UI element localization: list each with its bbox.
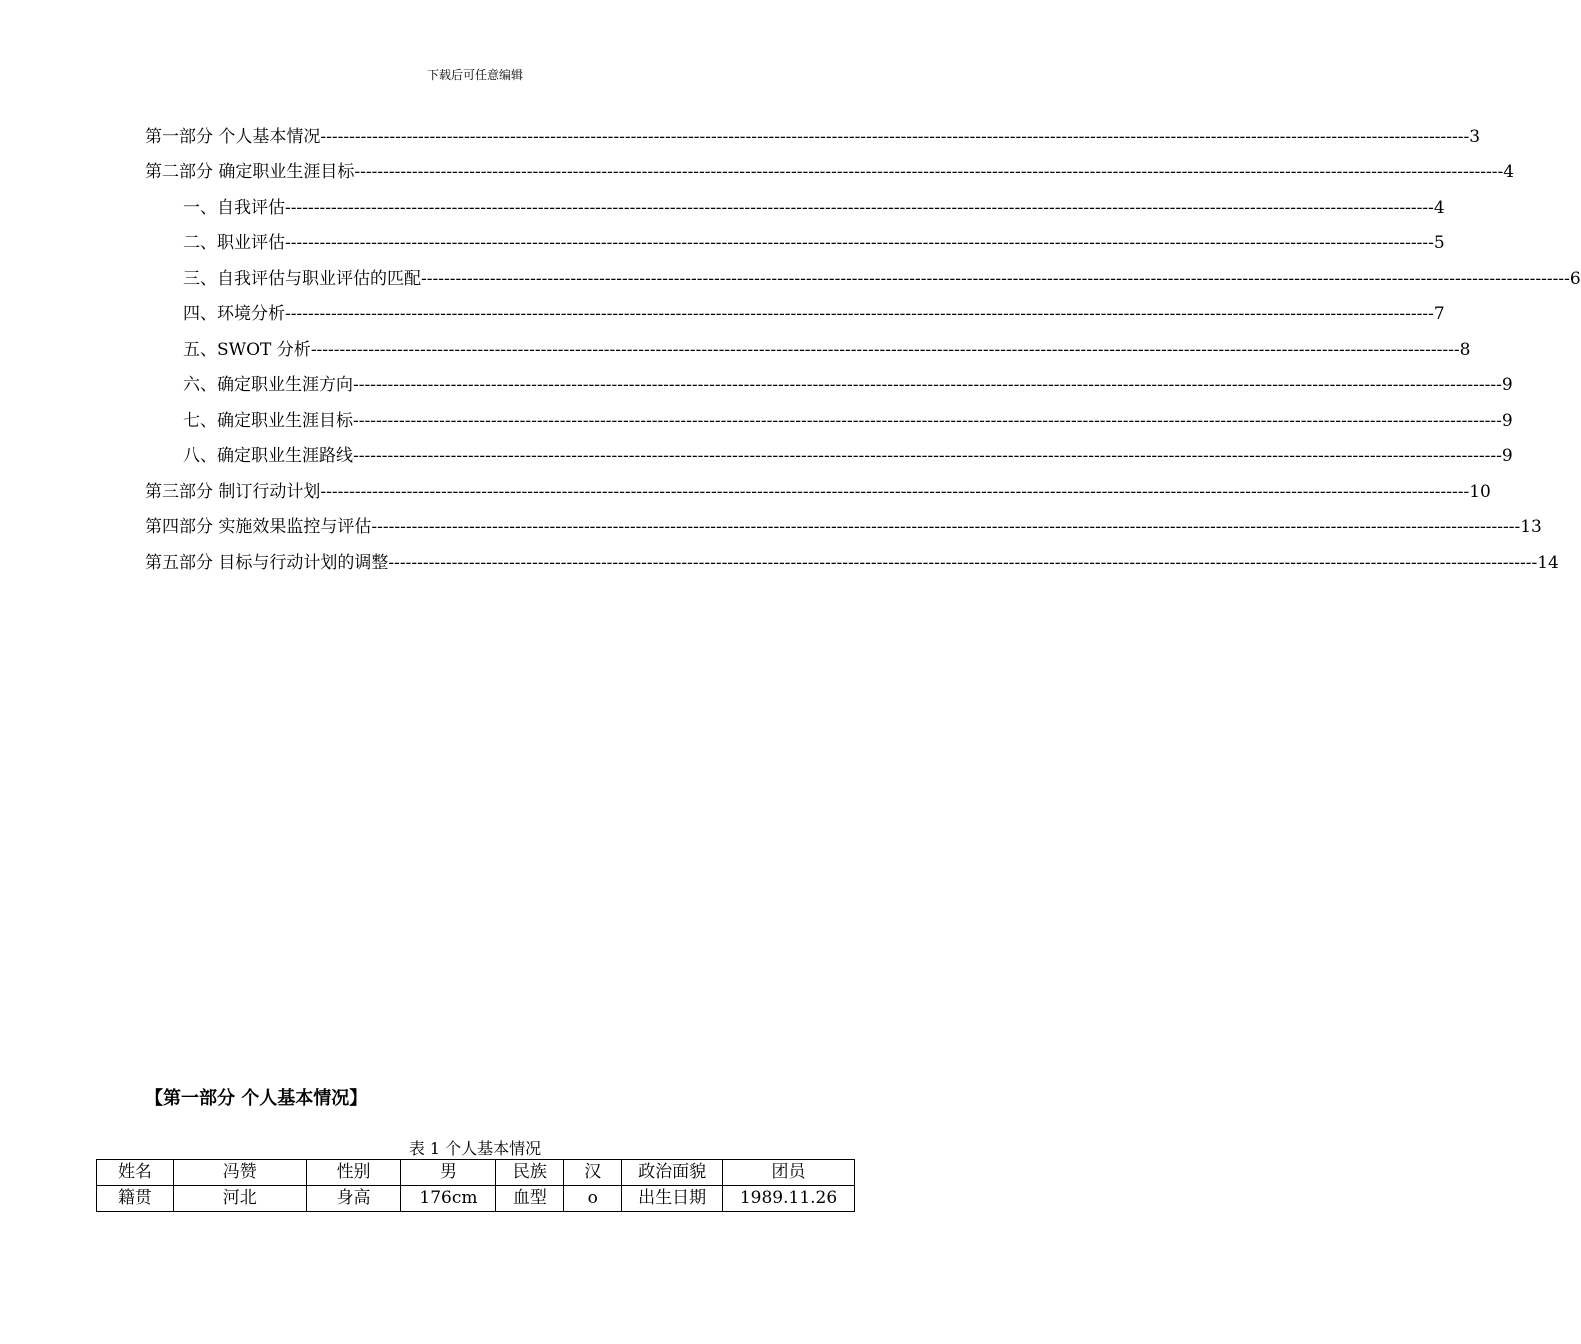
toc-leader: --------------------------------------------------------------------------------------------------------------------------------------------------------------------------------------------------------: [285, 233, 1434, 253]
table-cell: 政治面貌: [622, 1160, 723, 1186]
toc-leader: --------------------------------------------------------------------------------------------------------------------------------------------------------------------------------------------------------: [354, 162, 1504, 182]
section-heading: 【第一部分 个人基本情况】: [145, 1088, 368, 1109]
toc-page: 3: [1469, 127, 1481, 147]
toc-leader: --------------------------------------------------------------------------------------------------------------------------------------------------------------------------------------------------------: [371, 517, 1521, 537]
toc-item[interactable]: [183, 230, 1445, 256]
toc-leader: --------------------------------------------------------------------------------------------------------------------------------------------------------------------------------------------------------: [320, 482, 1470, 502]
toc-label: 三、自我评估与职业评估的匹配: [183, 269, 421, 289]
toc-page: 4: [1503, 162, 1515, 182]
toc-leader: --------------------------------------------------------------------------------------------------------------------------------------------------------------------------------------------------------: [388, 553, 1538, 573]
toc-item[interactable]: [183, 372, 1513, 398]
table-cell: 姓名: [97, 1160, 174, 1186]
toc-page: 10: [1469, 482, 1491, 502]
toc-label: 一、自我评估: [183, 198, 285, 218]
table-cell: 出生日期: [622, 1186, 723, 1212]
toc-leader: --------------------------------------------------------------------------------------------------------------------------------------------------------------------------------------------------------: [353, 411, 1502, 431]
toc-leader: --------------------------------------------------------------------------------------------------------------------------------------------------------------------------------------------------------: [353, 446, 1502, 466]
table-cell: 男: [401, 1160, 496, 1186]
toc-page: 9: [1501, 446, 1513, 466]
table-cell: 籍贯: [97, 1186, 174, 1212]
table-row: [97, 1160, 855, 1186]
toc-item[interactable]: [183, 301, 1445, 327]
toc-label: 八、确定职业生涯路线: [183, 446, 353, 466]
toc-label: 四、环境分析: [183, 304, 285, 324]
toc-item[interactable]: [145, 479, 1491, 505]
personal-info-table: [96, 1159, 855, 1212]
toc-label: 第三部分 制订行动计划: [145, 482, 321, 502]
toc-leader: --------------------------------------------------------------------------------------------------------------------------------------------------------------------------------------------------------: [421, 269, 1570, 289]
toc-label: 第五部分 目标与行动计划的调整: [145, 553, 389, 573]
toc-item[interactable]: [145, 514, 1542, 540]
toc-label: 二、职业评估: [183, 233, 285, 253]
toc-page: 14: [1537, 553, 1559, 573]
toc-page: 7: [1433, 304, 1445, 324]
toc-leader: --------------------------------------------------------------------------------------------------------------------------------------------------------------------------------------------------------: [285, 198, 1434, 218]
toc-label: 五、SWOT 分析: [183, 340, 311, 360]
table-row: [97, 1186, 855, 1212]
toc-item[interactable]: [183, 266, 1581, 292]
toc-label: 第一部分 个人基本情况: [145, 127, 321, 147]
table-cell: 民族: [496, 1160, 564, 1186]
table-cell: 1989.11.26: [723, 1186, 855, 1212]
toc-page: 9: [1501, 411, 1513, 431]
toc-label: 六、确定职业生涯方向: [183, 375, 353, 395]
table-cell: o: [564, 1186, 622, 1212]
table-cell: 团员: [723, 1160, 855, 1186]
toc-page: 5: [1433, 233, 1445, 253]
toc-label: 七、确定职业生涯目标: [183, 411, 353, 431]
toc-label: 第二部分 确定职业生涯目标: [145, 162, 355, 182]
toc-leader: --------------------------------------------------------------------------------------------------------------------------------------------------------------------------------------------------------: [320, 127, 1470, 147]
header-note: 下载后可任意编辑: [426, 68, 523, 82]
table-cell: 冯赞: [173, 1160, 306, 1186]
toc-leader: --------------------------------------------------------------------------------------------------------------------------------------------------------------------------------------------------------: [353, 375, 1502, 395]
toc-item[interactable]: [183, 408, 1513, 434]
toc-item[interactable]: [145, 124, 1481, 150]
table-cell: 血型: [496, 1186, 564, 1212]
table-cell: 河北: [173, 1186, 306, 1212]
table-caption: 表 1 个人基本情况: [408, 1139, 542, 1158]
toc-page: 9: [1501, 375, 1513, 395]
table-cell: 身高: [306, 1186, 401, 1212]
table-cell: 性别: [306, 1160, 401, 1186]
toc-page: 4: [1433, 198, 1445, 218]
table-cell: 汉: [564, 1160, 622, 1186]
toc-item[interactable]: [183, 443, 1513, 469]
toc-leader: --------------------------------------------------------------------------------------------------------------------------------------------------------------------------------------------------------: [310, 340, 1460, 360]
toc-item[interactable]: [145, 159, 1515, 185]
toc-label: 第四部分 实施效果监控与评估: [145, 517, 372, 537]
toc-item[interactable]: [183, 195, 1445, 221]
toc-leader: --------------------------------------------------------------------------------------------------------------------------------------------------------------------------------------------------------: [285, 304, 1434, 324]
toc-page: 13: [1520, 517, 1542, 537]
table-cell: 176cm: [401, 1186, 496, 1212]
toc-item[interactable]: [145, 550, 1559, 576]
toc-page: 6: [1569, 269, 1581, 289]
toc-item[interactable]: [183, 337, 1471, 363]
toc-page: 8: [1459, 340, 1471, 360]
